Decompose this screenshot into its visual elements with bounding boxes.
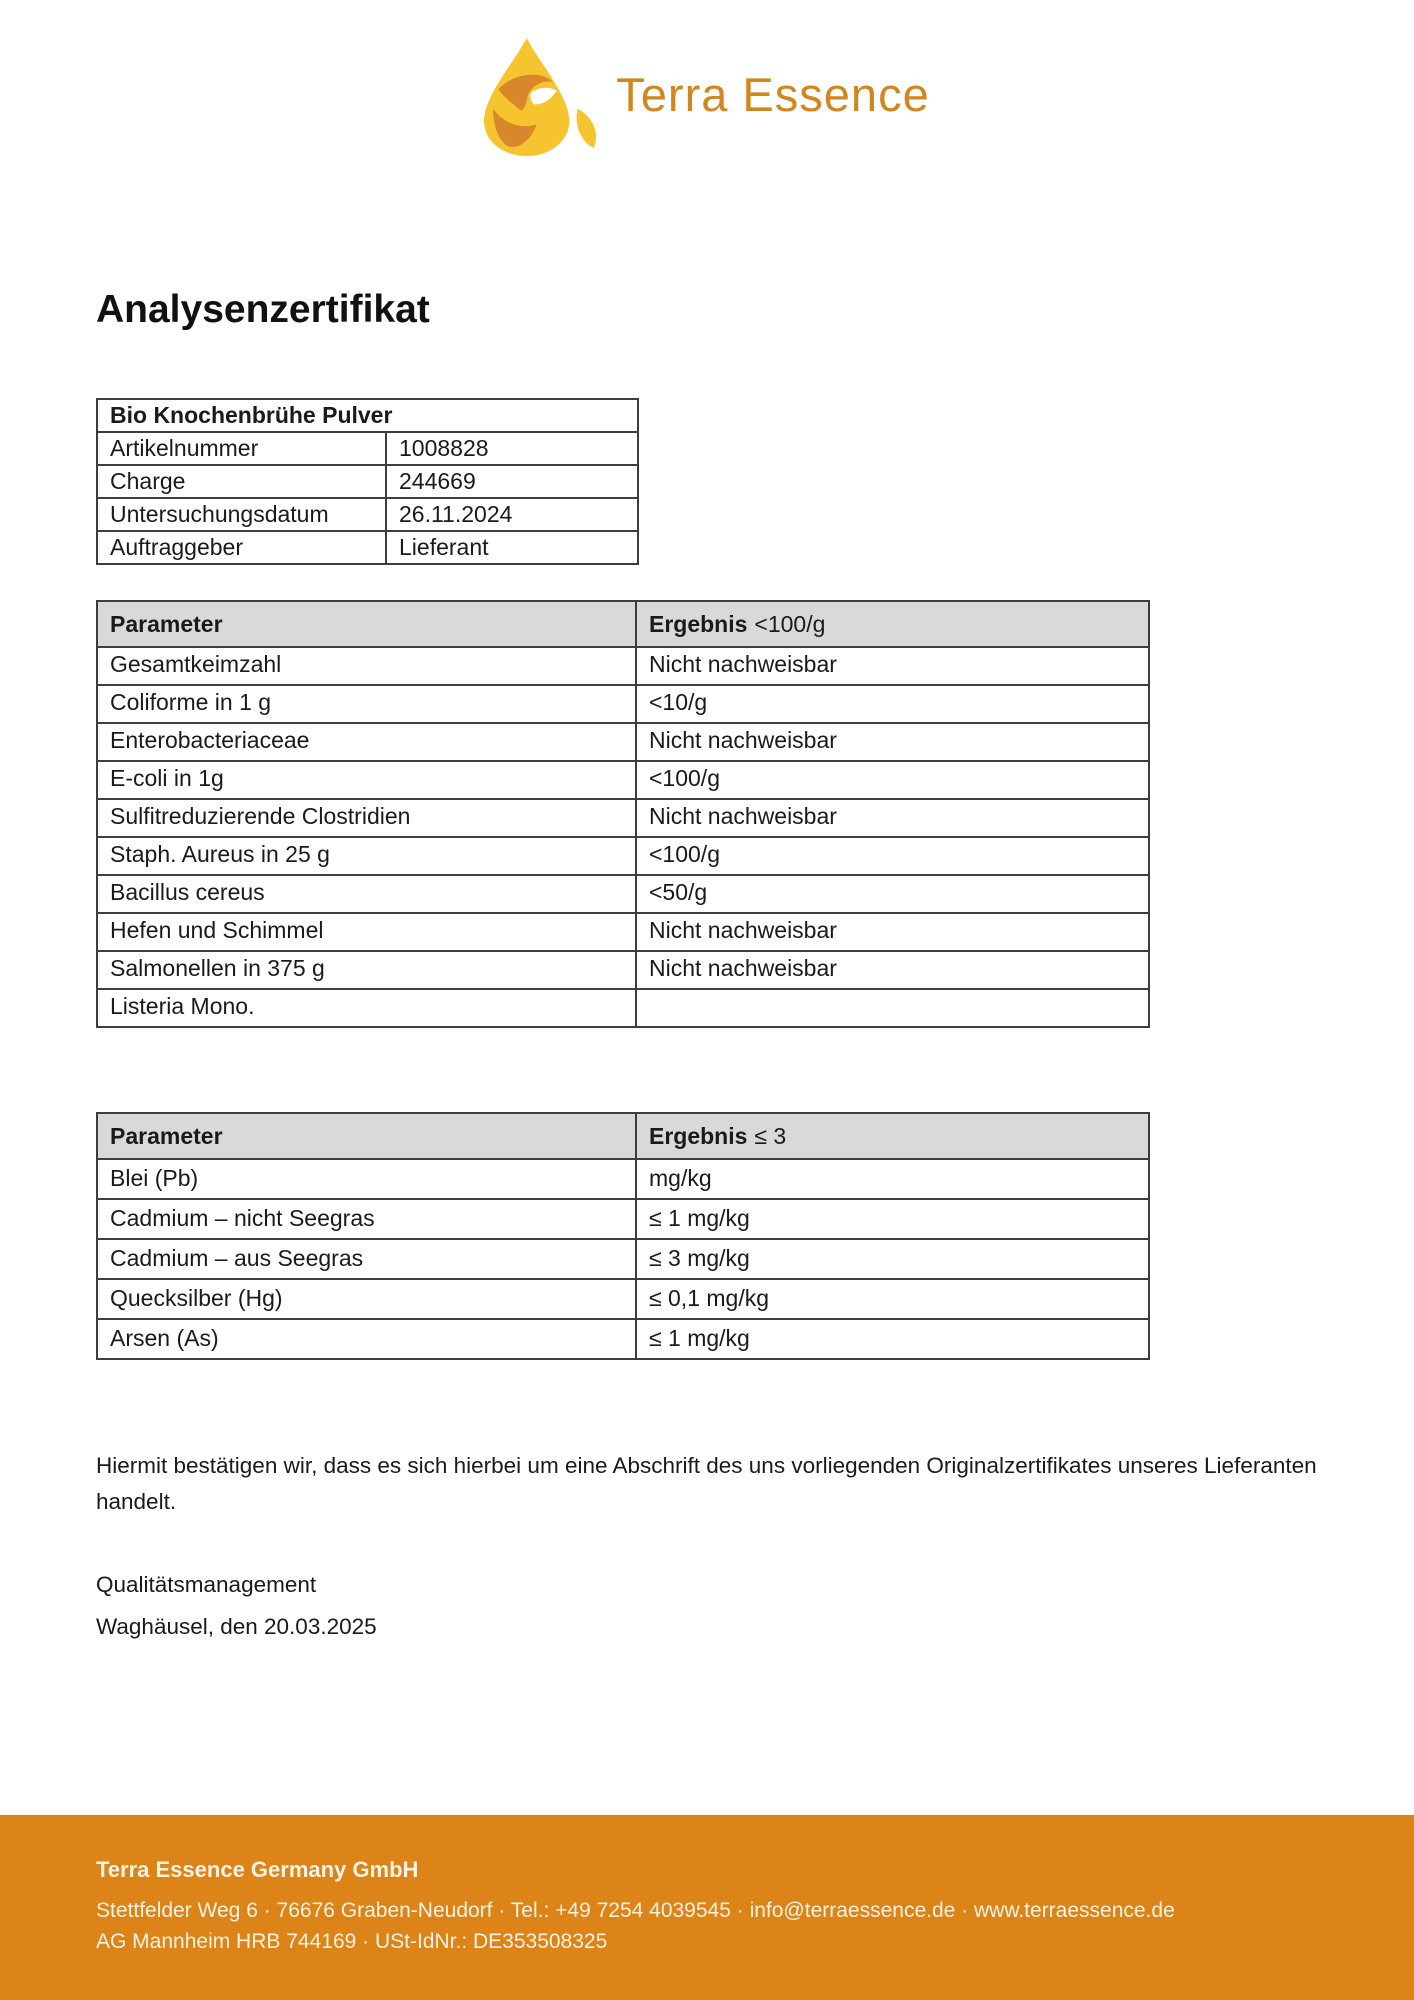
footer: [0, 1815, 1414, 2000]
table-row: [97, 723, 1149, 761]
param-cell: Gesamtkeimzahl: [97, 647, 636, 685]
param-cell: Hefen und Schimmel: [97, 913, 636, 951]
table-row: [97, 761, 1149, 799]
table-row: [97, 1279, 1149, 1319]
product-info-table: [96, 398, 639, 565]
result-cell: Nicht nachweisbar: [636, 723, 1149, 761]
microbiology-table: [96, 600, 1150, 1028]
result-cell: mg/kg: [636, 1159, 1149, 1199]
info-label: Untersuchungsdatum: [97, 498, 386, 531]
table-row: [97, 799, 1149, 837]
heavy-metals-table: [96, 1112, 1150, 1360]
header-result-value: ≤ 3: [754, 1122, 787, 1149]
table-row: [97, 1159, 1149, 1199]
result-cell: <50/g: [636, 875, 1149, 913]
table-row: [97, 1239, 1149, 1279]
table-header-row: [97, 1113, 1149, 1159]
table-row: [97, 465, 638, 498]
param-cell: Staph. Aureus in 25 g: [97, 837, 636, 875]
logo-drop-icon: [484, 36, 602, 158]
header-result-value: <100/g: [754, 610, 826, 637]
param-cell: Arsen (As): [97, 1319, 636, 1359]
param-cell: Quecksilber (Hg): [97, 1279, 636, 1319]
param-cell: Cadmium – aus Seegras: [97, 1239, 636, 1279]
logo: [0, 36, 1414, 158]
info-label: Auftraggeber: [97, 531, 386, 564]
result-cell: Nicht nachweisbar: [636, 951, 1149, 989]
result-cell: Nicht nachweisbar: [636, 913, 1149, 951]
result-cell: Nicht nachweisbar: [636, 647, 1149, 685]
result-cell: <100/g: [636, 837, 1149, 875]
result-cell: ≤ 3 mg/kg: [636, 1239, 1149, 1279]
result-cell: Nicht nachweisbar: [636, 799, 1149, 837]
result-cell: ≤ 1 mg/kg: [636, 1319, 1149, 1359]
table-row: [97, 498, 638, 531]
result-cell: ≤ 1 mg/kg: [636, 1199, 1149, 1239]
table-row: [97, 432, 638, 465]
header-result: [636, 601, 1149, 647]
result-cell: <10/g: [636, 685, 1149, 723]
table-row: [97, 647, 1149, 685]
footer-address: Stettfelder Weg 6 · 76676 Graben-Neudorf · Tel.: +49 7254 4039545 · info@terraessence.de · www.terraessence.de: [96, 1899, 1175, 1922]
param-cell: Coliforme in 1 g: [97, 685, 636, 723]
table-header-row: [97, 601, 1149, 647]
info-value: 244669: [386, 465, 638, 498]
table-row: [97, 989, 1149, 1027]
info-label: Charge: [97, 465, 386, 498]
result-cell: <100/g: [636, 761, 1149, 799]
header-parameter: Parameter: [97, 1113, 636, 1159]
footer-company-name: Terra Essence Germany GmbH: [96, 1857, 419, 1882]
param-cell: E-coli in 1g: [97, 761, 636, 799]
info-value: 26.11.2024: [386, 498, 638, 531]
info-value: Lieferant: [386, 531, 638, 564]
page-title: Analysenzertifikat: [96, 288, 430, 331]
param-cell: Salmonellen in 375 g: [97, 951, 636, 989]
table-row: [97, 875, 1149, 913]
header-result: [636, 1113, 1149, 1159]
product-name: Bio Knochenbrühe Pulver: [97, 399, 638, 432]
table-row: [97, 685, 1149, 723]
table-row: [97, 837, 1149, 875]
param-cell: Cadmium – nicht Seegras: [97, 1199, 636, 1239]
info-value: 1008828: [386, 432, 638, 465]
header-parameter: Parameter: [97, 601, 636, 647]
info-label: Artikelnummer: [97, 432, 386, 465]
table-row: [97, 399, 638, 432]
table-row: [97, 1319, 1149, 1359]
result-cell: [636, 989, 1149, 1027]
confirmation-text: Hiermit bestätigen wir, dass es sich hierbei um eine Abschrift des uns vorliegenden Originalzertifikates unseres Lieferanten handelt.: [96, 1453, 1317, 1515]
brand-text: Terra Essence: [616, 67, 930, 121]
table-row: [97, 951, 1149, 989]
header-result-label: Ergebnis: [649, 610, 748, 637]
param-cell: Sulfitreduzierende Clostridien: [97, 799, 636, 837]
param-cell: Listeria Mono.: [97, 989, 636, 1027]
signature-place-date: Waghäusel, den 20.03.2025: [96, 1614, 377, 1639]
param-cell: Enterobacteriaceae: [97, 723, 636, 761]
result-cell: ≤ 0,1 mg/kg: [636, 1279, 1149, 1319]
param-cell: Blei (Pb): [97, 1159, 636, 1199]
table-row: [97, 913, 1149, 951]
header-result-label: Ergebnis: [649, 1122, 748, 1149]
param-cell: Bacillus cereus: [97, 875, 636, 913]
table-row: [97, 1199, 1149, 1239]
table-row: [97, 531, 638, 564]
footer-registry: AG Mannheim HRB 744169 · USt-IdNr.: DE353508325: [96, 1930, 608, 1953]
signature-department: Qualitätsmanagement: [96, 1572, 317, 1597]
